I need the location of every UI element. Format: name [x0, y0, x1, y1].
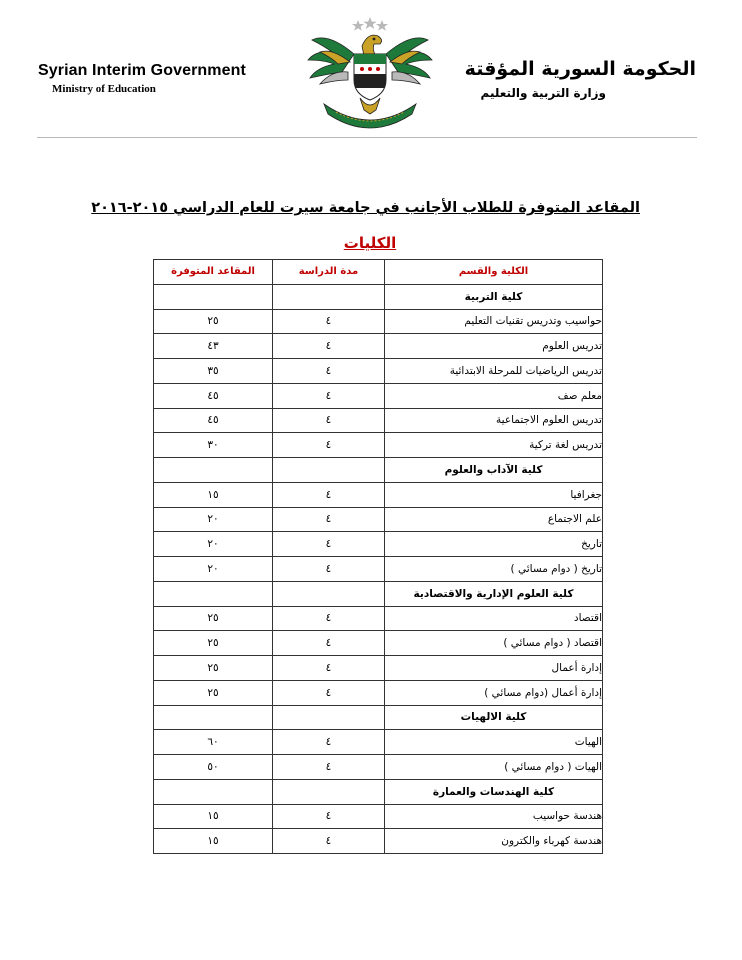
available-seats-cell — [154, 284, 273, 309]
available-seats-cell — [154, 705, 273, 730]
college-name: كلية العلوم الإدارية والاقتصادية — [385, 581, 603, 606]
table-row — [154, 606, 603, 631]
header-college-department: الكلية والقسم — [385, 260, 603, 285]
available-seats-cell: ٥٠ — [154, 755, 273, 780]
department-name: تاريخ ( دوام مسائي ) — [385, 557, 603, 582]
table-row — [154, 730, 603, 755]
study-duration-cell: ٤ — [273, 829, 385, 854]
header-study-duration: مدة الدراسة — [273, 260, 385, 285]
department-name: إدارة أعمال — [385, 656, 603, 681]
available-seats-cell — [154, 581, 273, 606]
college-row — [154, 284, 603, 309]
department-name: تدريس العلوم — [385, 334, 603, 359]
department-name: الهيات ( دوام مسائي ) — [385, 755, 603, 780]
header-available-seats: المقاعد المتوفرة — [154, 260, 273, 285]
available-seats-cell: ٢٥ — [154, 606, 273, 631]
study-duration-cell: ٤ — [273, 482, 385, 507]
seats-table — [153, 259, 603, 854]
study-duration-cell: ٤ — [273, 408, 385, 433]
department-name: إدارة أعمال (دوام مسائي ) — [385, 680, 603, 705]
available-seats-cell: ٢٥ — [154, 309, 273, 334]
available-seats-cell: ١٥ — [154, 829, 273, 854]
department-name: معلم صف — [385, 383, 603, 408]
college-name: كلية الالهيات — [385, 705, 603, 730]
study-duration-cell: ٤ — [273, 334, 385, 359]
study-duration-cell: ٤ — [273, 383, 385, 408]
department-name: هندسة حواسيب — [385, 804, 603, 829]
available-seats-cell: ٣٠ — [154, 433, 273, 458]
study-duration-cell: ٤ — [273, 680, 385, 705]
study-duration-cell — [273, 581, 385, 606]
available-seats-cell: ١٥ — [154, 482, 273, 507]
college-row — [154, 705, 603, 730]
document-title: المقاعد المتوفرة للطلاب الأجانب في جامعة سيرت للعام الدراسي ٢٠١٥-٢٠١٦ — [91, 200, 640, 216]
study-duration-cell: ٤ — [273, 359, 385, 384]
department-name: حواسيب وتدريس تقنيات التعليم — [385, 309, 603, 334]
study-duration-cell: ٤ — [273, 631, 385, 656]
document-subtitle: الكليات — [343, 234, 397, 252]
table-row — [154, 755, 603, 780]
table-header-row — [154, 260, 603, 285]
study-duration-cell: ٤ — [273, 557, 385, 582]
table-body — [154, 284, 603, 853]
emblem-left-wing — [308, 38, 354, 84]
department-name: الهيات — [385, 730, 603, 755]
study-duration-cell: ٤ — [273, 656, 385, 681]
college-row — [154, 581, 603, 606]
table-row — [154, 359, 603, 384]
table-row — [154, 408, 603, 433]
available-seats-cell: ٢٥ — [154, 656, 273, 681]
arabic-ministry-subtitle: وزارة التربية والتعليم — [480, 86, 606, 100]
department-name: هندسة كهرباء والكترون — [385, 829, 603, 854]
available-seats-cell: ٤٥ — [154, 408, 273, 433]
emblem-stars — [352, 17, 388, 31]
table-row — [154, 804, 603, 829]
english-government-title: Syrian Interim Government — [38, 62, 246, 79]
available-seats-cell: ٢٥ — [154, 680, 273, 705]
table-row — [154, 557, 603, 582]
department-name: جغرافيا — [385, 482, 603, 507]
table-row — [154, 829, 603, 854]
available-seats-cell: ٢٠ — [154, 532, 273, 557]
arabic-government-title: الحكومة السورية المؤقتة — [464, 58, 696, 80]
department-name: اقتصاد ( دوام مسائي ) — [385, 631, 603, 656]
study-duration-cell: ٤ — [273, 755, 385, 780]
emblem-right-wing — [386, 38, 432, 84]
college-name: كلية الآداب والعلوم — [385, 458, 603, 483]
available-seats-cell: ٤٥ — [154, 383, 273, 408]
study-duration-cell: ٤ — [273, 804, 385, 829]
available-seats-cell: ٢٥ — [154, 631, 273, 656]
emblem-shield-flag — [354, 54, 386, 100]
department-name: تدريس الرياضيات للمرحلة الابتدائية — [385, 359, 603, 384]
study-duration-cell — [273, 705, 385, 730]
eagle-emblem-icon — [302, 14, 438, 132]
college-name: كلية الهندسات والعمارة — [385, 779, 603, 804]
table-row — [154, 433, 603, 458]
department-name: تاريخ — [385, 532, 603, 557]
study-duration-cell: ٤ — [273, 532, 385, 557]
table-row — [154, 334, 603, 359]
study-duration-cell: ٤ — [273, 309, 385, 334]
college-row — [154, 779, 603, 804]
english-ministry-subtitle: Ministry of Education — [52, 83, 156, 95]
emblem-eagle-head — [362, 35, 382, 56]
table-row — [154, 656, 603, 681]
available-seats-cell: ٦٠ — [154, 730, 273, 755]
available-seats-cell: ٤٣ — [154, 334, 273, 359]
table-row — [154, 532, 603, 557]
department-name: تدريس لغة تركية — [385, 433, 603, 458]
study-duration-cell: ٤ — [273, 507, 385, 532]
letterhead — [0, 0, 742, 140]
study-duration-cell — [273, 458, 385, 483]
table-row — [154, 680, 603, 705]
department-name: اقتصاد — [385, 606, 603, 631]
available-seats-cell — [154, 458, 273, 483]
department-name: علم الاجتماع — [385, 507, 603, 532]
table-row — [154, 309, 603, 334]
available-seats-cell: ٣٥ — [154, 359, 273, 384]
study-duration-cell: ٤ — [273, 433, 385, 458]
available-seats-cell: ٢٠ — [154, 507, 273, 532]
table-row — [154, 507, 603, 532]
available-seats-cell — [154, 779, 273, 804]
study-duration-cell: ٤ — [273, 606, 385, 631]
study-duration-cell — [273, 284, 385, 309]
department-name: تدريس العلوم الاجتماعية — [385, 408, 603, 433]
available-seats-cell: ١٥ — [154, 804, 273, 829]
study-duration-cell: ٤ — [273, 730, 385, 755]
study-duration-cell — [273, 779, 385, 804]
table-row — [154, 383, 603, 408]
header-divider — [37, 137, 697, 138]
college-name: كلية التربية — [385, 284, 603, 309]
college-row — [154, 458, 603, 483]
table-row — [154, 482, 603, 507]
table-row — [154, 631, 603, 656]
available-seats-cell: ٢٠ — [154, 557, 273, 582]
